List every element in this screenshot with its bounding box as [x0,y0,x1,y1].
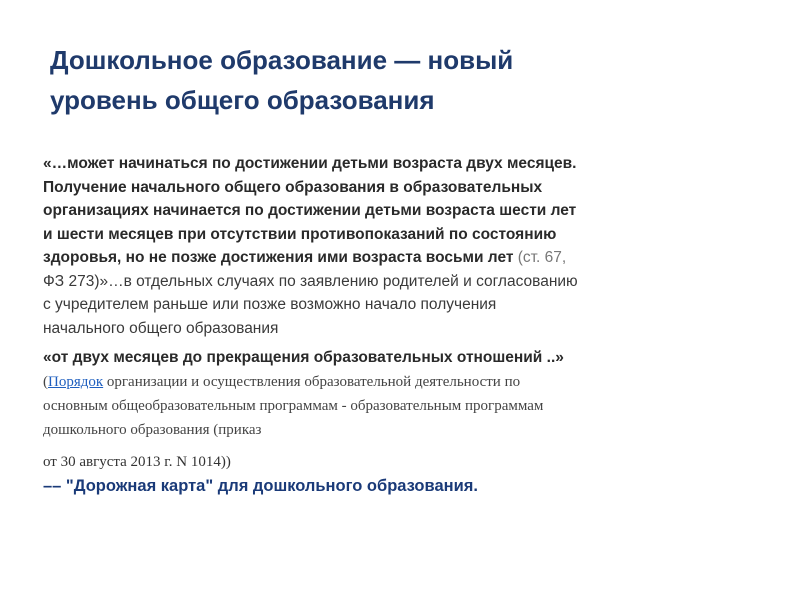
quote-line-3: организациях начинается по достижении детьми возраста шести лет [43,202,577,219]
slide-title-line-2: уровень общего образования [50,85,435,115]
quote-line-1: «…может начинаться по достижении детьми возраста двух месяцев. [43,155,577,172]
order-date: от 30 августа 2013 г. N 1014)) [43,453,231,470]
procedure-open-paren: ( [43,373,48,390]
slide-body [43,152,763,498]
slide-title [50,40,750,120]
procedure-quote-tail: ..» [542,349,564,366]
quote-line-4: и шести месяцев при отсутствии противопоказаний по состоянию [43,225,557,243]
slide-title-line-1: Дошкольное образование — новый [50,45,514,75]
procedure-paragraph [43,346,763,498]
procedure-line-3: дошкольного образования (приказ [43,421,262,438]
quote-line-6: ФЗ 273)»…в отдельных случаях по заявлению родителей и согласованию [43,272,578,290]
quote-line-7: с учредителем раньше или позже возможно начало получения [43,296,497,313]
procedure-line-2: основным общеобразовательным программам - образовательным программам [43,397,544,414]
procedure-quote: «от двух месяцев до прекращения образовательных отношений [43,349,543,366]
quote-line-5-article-ref: (ст. 67, [513,249,567,266]
quote-line-8: начального общего образования [43,319,279,337]
roadmap-line: –– "Дорожная карта" для дошкольного образования. [43,476,478,495]
quote-paragraph [43,152,763,340]
quote-line-2: Получение начального общего образования в образовательных [43,178,543,196]
quote-line-5: здоровья, но не позже достижения ими возраста восьми лет [43,249,514,266]
procedure-link[interactable]: Порядок [48,373,104,390]
procedure-line-1: организации и осуществления образовательной деятельности по [103,373,521,390]
